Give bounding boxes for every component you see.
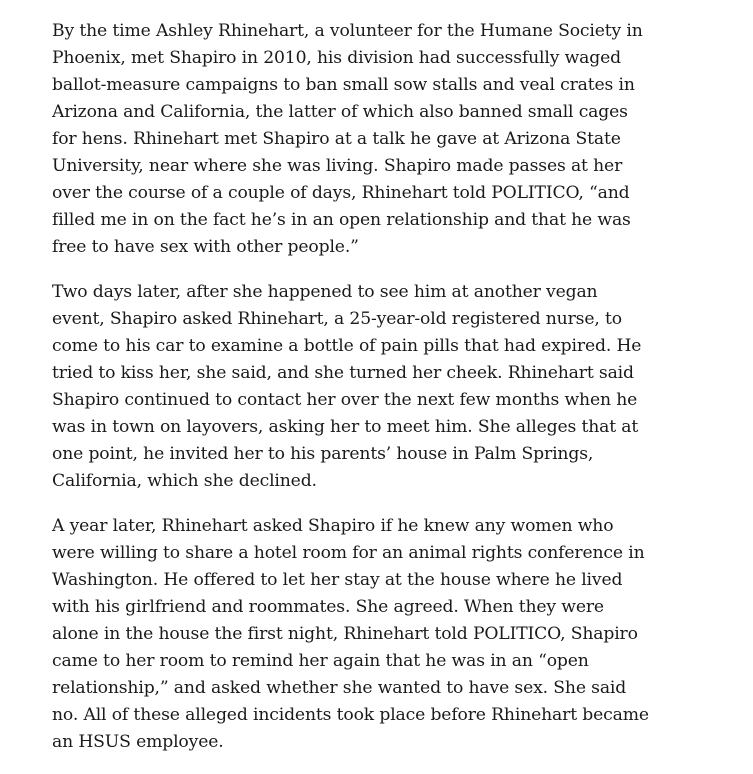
article-paragraph-1: By the time Ashley Rhinehart, a volunteer for the Humane Society in Phoenix, met Shapiro in 2010, his division had successfully waged ballot-measure campaigns to ban small sow stalls and veal crates in Arizona and California, the latter of which also banned small cages for hens. Rhinehart met Shapiro at a talk he gave at Arizona State University, near where she was living. Shapiro made passes at her over the course of a couple of days, Rhinehart told POLITICO, “and filled me in on the fact he’s in an open relationship and that he was free to have sex with other people.” [52,21,643,257]
article-body [52,18,652,774]
article-paragraph-2: Two days later, after she happened to see him at another vegan event, Shapiro asked Rhinehart, a 25-year-old registered nurse, to come to his car to examine a bottle of pain pills that had expired. He tried to kiss her, she said, and she turned her cheek. Rhinehart said Shapiro continued to contact her over the next few months when he was in town on layovers, asking her to meet him. She alleges that at one point, he invited her to his parents’ house in Palm Springs, California, which she declined. [52,282,642,491]
article-paragraph-3: A year later, Rhinehart asked Shapiro if he knew any women who were willing to share a hotel room for an animal rights conference in Washington. He offered to let her stay at the house where he lived with his girlfriend and roommates. She agreed. When they were alone in the house the first night, Rhinehart told POLITICO, Shapiro came to her room to remind her again that he was in an “open relationship,” and asked whether she wanted to have sex. She said no. All of these alleged incidents took place before Rhinehart became an HSUS employee. [52,516,649,752]
